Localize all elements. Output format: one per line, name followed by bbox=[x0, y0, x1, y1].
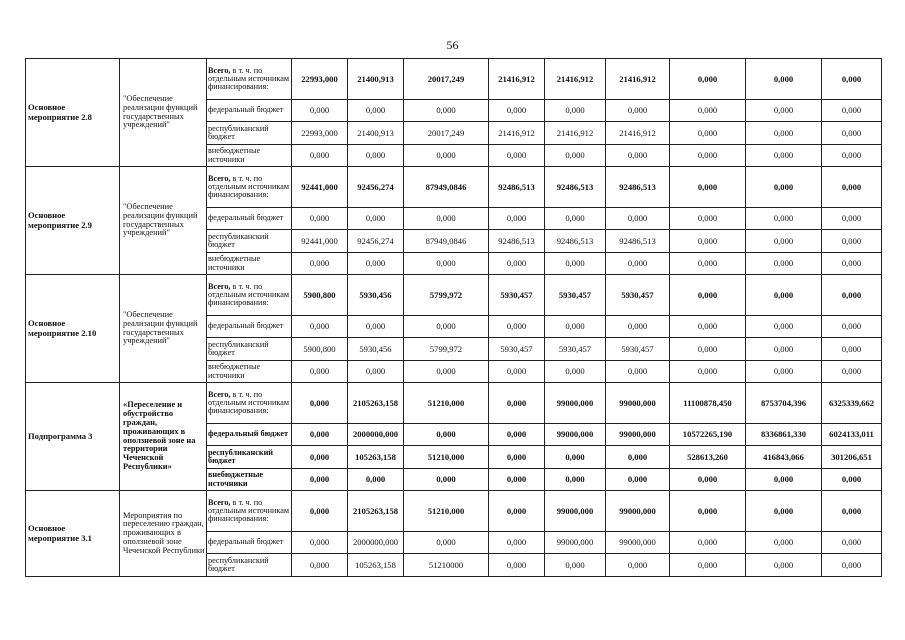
amount-cell: 0,000 bbox=[746, 316, 822, 338]
funding-source bbox=[207, 208, 292, 230]
amount-cell: 0,000 bbox=[670, 167, 746, 208]
amount-cell: 6325339,662 bbox=[822, 383, 882, 424]
funding-source bbox=[207, 122, 292, 145]
amount-cell: 0,000 bbox=[822, 230, 882, 253]
activity-name: «Переселение и обустройство граждан, проживающих в оползневой зоне на территории Чеченской Республики» bbox=[120, 383, 207, 491]
amount-cell: 0,000 bbox=[746, 100, 822, 122]
amount-cell: 5930,457 bbox=[606, 338, 670, 361]
amount-cell: 0,000 bbox=[746, 167, 822, 208]
amount-cell: 0,000 bbox=[545, 208, 606, 230]
amount-cell: 0,000 bbox=[746, 208, 822, 230]
amount-cell: 416843,066 bbox=[746, 446, 822, 469]
amount-cell: 0,000 bbox=[545, 446, 606, 469]
funding-source bbox=[207, 275, 292, 316]
amount-cell: 0,000 bbox=[670, 338, 746, 361]
amount-cell: 0,000 bbox=[489, 361, 545, 383]
amount-cell: 21400,913 bbox=[348, 122, 404, 145]
amount-cell: 0,000 bbox=[489, 446, 545, 469]
amount-cell: 0,000 bbox=[489, 532, 545, 554]
amount-cell: 0,000 bbox=[489, 424, 545, 446]
amount-cell: 22993,000 bbox=[292, 59, 348, 100]
amount-cell: 0,000 bbox=[822, 338, 882, 361]
amount-cell: 105263,158 bbox=[348, 446, 404, 469]
amount-cell: 99000,000 bbox=[606, 532, 670, 554]
amount-cell: 0,000 bbox=[746, 361, 822, 383]
amount-cell: 0,000 bbox=[348, 145, 404, 167]
amount-cell: 0,000 bbox=[404, 145, 489, 167]
funding-source bbox=[207, 230, 292, 253]
amount-cell: 0,000 bbox=[606, 554, 670, 577]
amount-cell: 0,000 bbox=[670, 275, 746, 316]
amount-cell: 0,000 bbox=[606, 253, 670, 275]
amount-cell: 99000,000 bbox=[545, 491, 606, 532]
funding-source-text: внебюджетные источники bbox=[208, 470, 264, 488]
amount-cell: 8753704,396 bbox=[746, 383, 822, 424]
amount-cell: 0,000 bbox=[670, 230, 746, 253]
amount-cell: 528613,260 bbox=[670, 446, 746, 469]
amount-cell: 0,000 bbox=[489, 208, 545, 230]
amount-cell: 21400,913 bbox=[348, 59, 404, 100]
funding-source-text: федеральный бюджет bbox=[208, 321, 284, 331]
activity-name: Мероприятия по переселению граждан, проживающих в оползневой зоне Чеченской Республики bbox=[120, 491, 207, 577]
amount-cell: 0,000 bbox=[670, 316, 746, 338]
activity-label: Основное мероприятие 2.10 bbox=[26, 275, 120, 383]
funding-source bbox=[207, 316, 292, 338]
amount-cell: 20017,249 bbox=[404, 59, 489, 100]
amount-cell: 0,000 bbox=[545, 100, 606, 122]
activity-label: Основное мероприятие 2.9 bbox=[26, 167, 120, 275]
amount-cell: 21416,912 bbox=[545, 122, 606, 145]
amount-cell: 0,000 bbox=[746, 253, 822, 275]
amount-cell: 21416,912 bbox=[606, 59, 670, 100]
amount-cell: 99000,000 bbox=[606, 383, 670, 424]
amount-cell: 0,000 bbox=[545, 253, 606, 275]
amount-cell: 92456,274 bbox=[348, 230, 404, 253]
amount-cell: 5930,457 bbox=[545, 338, 606, 361]
funding-source-text: республиканский бюджет bbox=[208, 447, 274, 465]
amount-cell: 0,000 bbox=[822, 491, 882, 532]
amount-cell: 5930,456 bbox=[348, 275, 404, 316]
funding-source-text: федеральный бюджет bbox=[208, 537, 284, 547]
funding-source-text: республиканский бюджет bbox=[208, 339, 269, 357]
amount-cell: 0,000 bbox=[746, 275, 822, 316]
funding-source-text: республиканский бюджет bbox=[208, 555, 269, 573]
amount-cell: 0,000 bbox=[292, 532, 348, 554]
amount-cell: 5799,972 bbox=[404, 275, 489, 316]
budget-table bbox=[25, 58, 882, 577]
amount-cell: 0,000 bbox=[292, 491, 348, 532]
amount-cell: 0,000 bbox=[746, 338, 822, 361]
funding-source-text: внебюджетные источники bbox=[208, 146, 261, 164]
amount-cell: 0,000 bbox=[489, 554, 545, 577]
funding-source bbox=[207, 446, 292, 469]
amount-cell: 51210,000 bbox=[404, 383, 489, 424]
amount-cell: 2000000,000 bbox=[348, 532, 404, 554]
amount-cell: 5930,456 bbox=[348, 338, 404, 361]
amount-cell: 2000000,000 bbox=[348, 424, 404, 446]
funding-source-lead: Всего, bbox=[208, 65, 231, 75]
funding-source-text: республиканский бюджет bbox=[208, 123, 269, 141]
amount-cell: 0,000 bbox=[670, 100, 746, 122]
amount-cell: 10572265,190 bbox=[670, 424, 746, 446]
activity-label: Основное мероприятие 3.1 bbox=[26, 491, 120, 577]
amount-cell: 0,000 bbox=[606, 316, 670, 338]
amount-cell: 0,000 bbox=[822, 208, 882, 230]
amount-cell: 22993,000 bbox=[292, 122, 348, 145]
amount-cell: 99000,000 bbox=[545, 424, 606, 446]
amount-cell: 0,000 bbox=[292, 100, 348, 122]
amount-cell: 5900,800 bbox=[292, 275, 348, 316]
amount-cell: 0,000 bbox=[670, 532, 746, 554]
amount-cell: 0,000 bbox=[670, 361, 746, 383]
funding-source-text: в т. ч. по отдельным источникам финансирования: bbox=[208, 173, 290, 200]
amount-cell: 0,000 bbox=[746, 532, 822, 554]
amount-cell: 0,000 bbox=[489, 100, 545, 122]
funding-source bbox=[207, 59, 292, 100]
amount-cell: 0,000 bbox=[404, 361, 489, 383]
funding-source-lead: Всего, bbox=[208, 281, 231, 291]
funding-source bbox=[207, 424, 292, 446]
funding-source bbox=[207, 167, 292, 208]
amount-cell: 0,000 bbox=[404, 100, 489, 122]
amount-cell: 0,000 bbox=[670, 554, 746, 577]
funding-source bbox=[207, 338, 292, 361]
amount-cell: 0,000 bbox=[746, 59, 822, 100]
amount-cell: 0,000 bbox=[746, 122, 822, 145]
amount-cell: 0,000 bbox=[404, 253, 489, 275]
amount-cell: 0,000 bbox=[545, 469, 606, 491]
amount-cell: 5930,457 bbox=[489, 338, 545, 361]
amount-cell: 6024133,011 bbox=[822, 424, 882, 446]
amount-cell: 92456,274 bbox=[348, 167, 404, 208]
funding-source-text: республиканский бюджет bbox=[208, 231, 269, 249]
amount-cell: 99000,000 bbox=[545, 532, 606, 554]
table-row bbox=[26, 491, 882, 532]
amount-cell: 5900,800 bbox=[292, 338, 348, 361]
funding-source bbox=[207, 554, 292, 577]
amount-cell: 92486,513 bbox=[545, 230, 606, 253]
amount-cell: 0,000 bbox=[746, 469, 822, 491]
funding-source-text: федеральный бюджет bbox=[208, 105, 284, 115]
amount-cell: 5930,457 bbox=[606, 275, 670, 316]
amount-cell: 0,000 bbox=[292, 361, 348, 383]
activity-name: "Обеспечение реализации функций государственных учреждений" bbox=[120, 59, 207, 167]
amount-cell: 0,000 bbox=[822, 167, 882, 208]
amount-cell: 0,000 bbox=[606, 208, 670, 230]
funding-source-lead: Всего, bbox=[208, 497, 231, 507]
amount-cell: 0,000 bbox=[606, 145, 670, 167]
amount-cell: 0,000 bbox=[348, 469, 404, 491]
funding-source-text: федеральный бюджет bbox=[208, 213, 284, 223]
funding-source bbox=[207, 100, 292, 122]
amount-cell: 0,000 bbox=[670, 59, 746, 100]
amount-cell: 0,000 bbox=[606, 100, 670, 122]
funding-source-lead: Всего, bbox=[208, 389, 231, 399]
amount-cell: 0,000 bbox=[746, 554, 822, 577]
amount-cell: 0,000 bbox=[822, 253, 882, 275]
amount-cell: 21416,912 bbox=[489, 59, 545, 100]
amount-cell: 0,000 bbox=[670, 469, 746, 491]
amount-cell: 0,000 bbox=[606, 469, 670, 491]
funding-source bbox=[207, 491, 292, 532]
amount-cell: 0,000 bbox=[404, 469, 489, 491]
amount-cell: 0,000 bbox=[670, 122, 746, 145]
amount-cell: 92486,513 bbox=[606, 167, 670, 208]
amount-cell: 0,000 bbox=[545, 145, 606, 167]
amount-cell: 0,000 bbox=[822, 100, 882, 122]
amount-cell: 51210000 bbox=[404, 554, 489, 577]
table-row bbox=[26, 59, 882, 100]
amount-cell: 0,000 bbox=[348, 361, 404, 383]
amount-cell: 0,000 bbox=[489, 383, 545, 424]
funding-source bbox=[207, 383, 292, 424]
amount-cell: 0,000 bbox=[348, 208, 404, 230]
amount-cell: 92441,000 bbox=[292, 230, 348, 253]
amount-cell: 0,000 bbox=[822, 532, 882, 554]
activity-name: "Обеспечение реализации функций государственных учреждений" bbox=[120, 167, 207, 275]
amount-cell: 2105263,158 bbox=[348, 491, 404, 532]
amount-cell: 51210,000 bbox=[404, 446, 489, 469]
amount-cell: 0,000 bbox=[489, 145, 545, 167]
amount-cell: 0,000 bbox=[489, 491, 545, 532]
funding-source bbox=[207, 253, 292, 275]
amount-cell: 92486,513 bbox=[489, 167, 545, 208]
activity-label: Основное мероприятие 2.8 bbox=[26, 59, 120, 167]
table-row bbox=[26, 383, 882, 424]
funding-source bbox=[207, 361, 292, 383]
amount-cell: 0,000 bbox=[292, 424, 348, 446]
amount-cell: 21416,912 bbox=[606, 122, 670, 145]
amount-cell: 2105263,158 bbox=[348, 383, 404, 424]
funding-source-text: в т. ч. по отдельным источникам финансирования: bbox=[208, 281, 290, 308]
funding-source-text: внебюджетные источники bbox=[208, 254, 261, 272]
amount-cell: 0,000 bbox=[545, 554, 606, 577]
amount-cell: 0,000 bbox=[822, 361, 882, 383]
amount-cell: 0,000 bbox=[292, 253, 348, 275]
amount-cell: 105263,158 bbox=[348, 554, 404, 577]
amount-cell: 20017,249 bbox=[404, 122, 489, 145]
amount-cell: 21416,912 bbox=[489, 122, 545, 145]
table-row bbox=[26, 167, 882, 208]
funding-source-text: федеральный бюджет bbox=[208, 429, 288, 439]
amount-cell: 0,000 bbox=[292, 554, 348, 577]
amount-cell: 0,000 bbox=[348, 253, 404, 275]
amount-cell: 0,000 bbox=[292, 446, 348, 469]
amount-cell: 21416,912 bbox=[545, 59, 606, 100]
amount-cell: 301206,651 bbox=[822, 446, 882, 469]
amount-cell: 0,000 bbox=[292, 208, 348, 230]
funding-source-text: в т. ч. по отдельным источникам финансирования: bbox=[208, 65, 290, 92]
amount-cell: 92486,513 bbox=[489, 230, 545, 253]
amount-cell: 0,000 bbox=[489, 469, 545, 491]
amount-cell: 0,000 bbox=[746, 491, 822, 532]
amount-cell: 0,000 bbox=[545, 361, 606, 383]
amount-cell: 8336861,330 bbox=[746, 424, 822, 446]
amount-cell: 87949,0846 bbox=[404, 230, 489, 253]
amount-cell: 0,000 bbox=[670, 145, 746, 167]
amount-cell: 92486,513 bbox=[545, 167, 606, 208]
amount-cell: 0,000 bbox=[292, 145, 348, 167]
amount-cell: 0,000 bbox=[670, 253, 746, 275]
amount-cell: 0,000 bbox=[822, 145, 882, 167]
amount-cell: 0,000 bbox=[606, 446, 670, 469]
amount-cell: 0,000 bbox=[822, 469, 882, 491]
amount-cell: 5799,972 bbox=[404, 338, 489, 361]
amount-cell: 5930,457 bbox=[489, 275, 545, 316]
amount-cell: 0,000 bbox=[404, 424, 489, 446]
amount-cell: 0,000 bbox=[822, 554, 882, 577]
page-number: 56 bbox=[446, 38, 459, 52]
amount-cell: 0,000 bbox=[348, 100, 404, 122]
amount-cell: 0,000 bbox=[670, 491, 746, 532]
funding-source-text: в т. ч. по отдельным источникам финансирования: bbox=[208, 497, 290, 524]
amount-cell: 0,000 bbox=[489, 316, 545, 338]
funding-source bbox=[207, 145, 292, 167]
activity-name: "Обеспечение реализации функций государственных учреждений" bbox=[120, 275, 207, 383]
amount-cell: 92441,000 bbox=[292, 167, 348, 208]
amount-cell: 0,000 bbox=[404, 316, 489, 338]
funding-source-text: в т. ч. по отдельным источникам финансирования: bbox=[208, 389, 290, 416]
amount-cell: 0,000 bbox=[489, 253, 545, 275]
amount-cell: 99000,000 bbox=[545, 383, 606, 424]
funding-source bbox=[207, 532, 292, 554]
amount-cell: 0,000 bbox=[292, 316, 348, 338]
amount-cell: 99000,000 bbox=[606, 491, 670, 532]
amount-cell: 0,000 bbox=[348, 316, 404, 338]
amount-cell: 0,000 bbox=[746, 145, 822, 167]
amount-cell: 0,000 bbox=[404, 532, 489, 554]
funding-source-text: внебюджетные источники bbox=[208, 362, 261, 380]
amount-cell: 99000,000 bbox=[606, 424, 670, 446]
amount-cell: 0,000 bbox=[746, 230, 822, 253]
amount-cell: 0,000 bbox=[606, 361, 670, 383]
amount-cell: 0,000 bbox=[292, 469, 348, 491]
amount-cell: 0,000 bbox=[822, 59, 882, 100]
amount-cell: 92486,513 bbox=[606, 230, 670, 253]
funding-source bbox=[207, 469, 292, 491]
amount-cell: 11100878,450 bbox=[670, 383, 746, 424]
activity-label: Подпрограмма 3 bbox=[26, 383, 120, 491]
amount-cell: 0,000 bbox=[822, 316, 882, 338]
amount-cell: 51210,000 bbox=[404, 491, 489, 532]
amount-cell: 5930,457 bbox=[545, 275, 606, 316]
amount-cell: 0,000 bbox=[404, 208, 489, 230]
amount-cell: 0,000 bbox=[822, 275, 882, 316]
funding-source-lead: Всего, bbox=[208, 173, 231, 183]
amount-cell: 0,000 bbox=[822, 122, 882, 145]
amount-cell: 0,000 bbox=[670, 208, 746, 230]
amount-cell: 0,000 bbox=[545, 316, 606, 338]
amount-cell: 87949,0846 bbox=[404, 167, 489, 208]
table-row bbox=[26, 275, 882, 316]
amount-cell: 0,000 bbox=[292, 383, 348, 424]
